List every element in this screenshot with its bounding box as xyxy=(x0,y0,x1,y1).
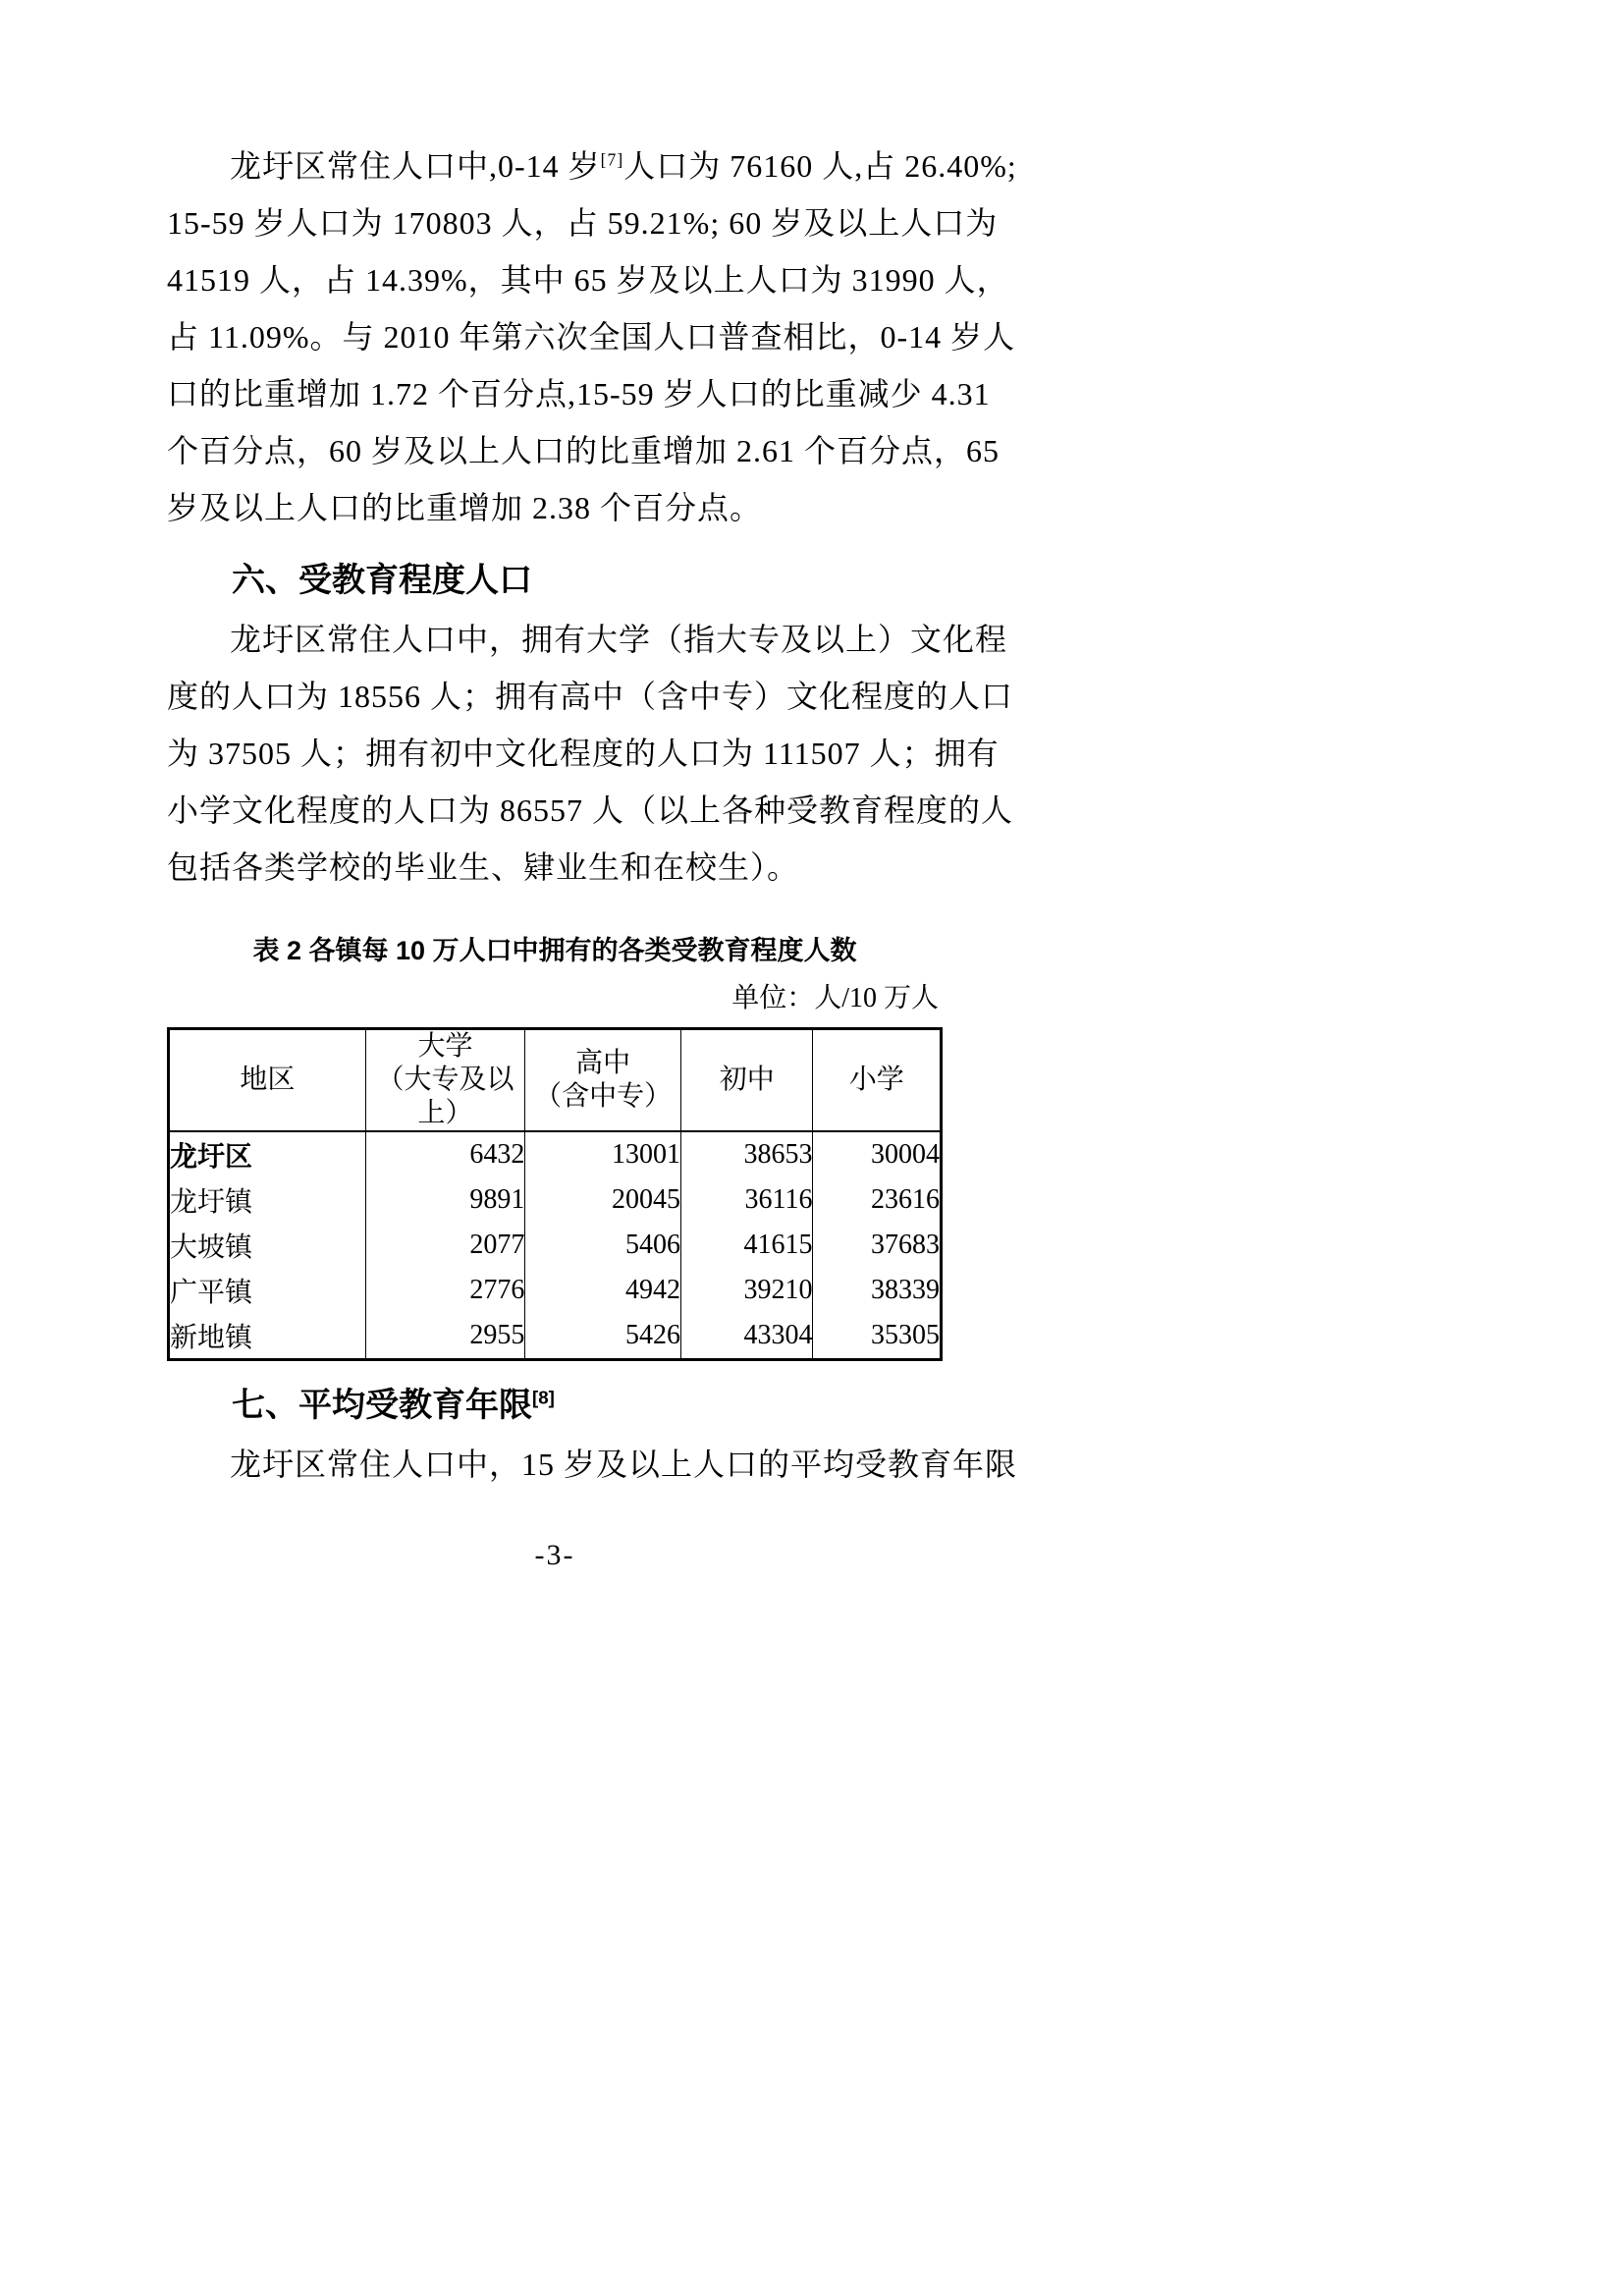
paragraph-line: 小学文化程度的人口为 86557 人（以上各种受教育程度的人 xyxy=(167,793,1014,828)
table-row xyxy=(169,1177,942,1223)
paragraph-line: 为 37505 人；拥有初中文化程度的人口为 111507 人；拥有 xyxy=(167,736,1000,771)
value-cell: 2776 xyxy=(365,1268,525,1313)
footnote-ref-8: [8] xyxy=(532,1387,555,1408)
value-cell: 23616 xyxy=(813,1177,942,1223)
education-level-table xyxy=(167,1027,943,1361)
paragraph-text: 龙圩区常住人口中,0-14 岁 xyxy=(230,148,601,184)
value-cell: 36116 xyxy=(680,1177,813,1223)
value-cell: 4942 xyxy=(525,1268,681,1313)
footnote-ref-7: [7] xyxy=(600,149,624,170)
value-cell: 39210 xyxy=(680,1268,813,1313)
column-header-university xyxy=(365,1029,525,1132)
column-header-middle-school: 初中 xyxy=(680,1029,813,1132)
column-header-text: （大专及以上） xyxy=(376,1065,514,1128)
value-cell: 5406 xyxy=(525,1223,681,1268)
paragraph-line: 龙圩区常住人口中，拥有大学（指大专及以上）文化程 xyxy=(230,622,1008,657)
table-row xyxy=(169,1268,942,1313)
column-header-text: 高中 xyxy=(575,1048,631,1078)
table-header-row xyxy=(169,1029,942,1132)
column-header-high-school xyxy=(525,1029,681,1132)
value-cell: 5426 xyxy=(525,1313,681,1360)
column-header-primary-school: 小学 xyxy=(813,1029,942,1132)
table-row xyxy=(169,1313,942,1360)
value-cell: 35305 xyxy=(813,1313,942,1360)
paragraph-line: 岁及以上人口的比重增加 2.38 个百分点。 xyxy=(167,490,763,525)
region-cell: 广平镇 xyxy=(169,1268,366,1313)
table-caption: 表 2 各镇每 10 万人口中拥有的各类受教育程度人数 xyxy=(252,936,857,965)
value-cell: 20045 xyxy=(525,1177,681,1223)
paragraph-line: 口的比重增加 1.72 个百分点,15-59 岁人口的比重减少 4.31 xyxy=(167,376,991,411)
document-content xyxy=(167,137,1018,1575)
value-cell: 37683 xyxy=(813,1223,942,1268)
paragraph-line: 占 11.09%。与 2010 年第六次全国人口普查相比，0-14 岁人 xyxy=(167,319,1016,355)
table-row xyxy=(169,1223,942,1268)
section-heading-avg-education-years xyxy=(167,1375,943,1436)
column-header-text: （含中专） xyxy=(534,1081,673,1112)
paragraph-line: 度的人口为 18556 人；拥有高中（含中专）文化程度的人口 xyxy=(167,679,1014,714)
column-header-text: 大学 xyxy=(417,1031,473,1062)
region-cell: 大坡镇 xyxy=(169,1223,366,1268)
section-heading-text: 七、平均受教育年限 xyxy=(232,1387,532,1424)
table-row xyxy=(169,1131,942,1177)
value-cell: 2077 xyxy=(365,1223,525,1268)
value-cell: 6432 xyxy=(365,1131,525,1177)
section-heading-education: 六、受教育程度人口 xyxy=(232,562,532,599)
value-cell: 30004 xyxy=(813,1131,942,1177)
value-cell: 41615 xyxy=(680,1223,813,1268)
paragraph-text: 人口为 76160 人,占 26.40%; xyxy=(623,148,1017,184)
paragraph-line: 龙圩区常住人口中，15 岁及以上人口的平均受教育年限 xyxy=(230,1447,1018,1482)
page-number: -3- xyxy=(534,1539,575,1571)
value-cell: 13001 xyxy=(525,1131,681,1177)
region-cell: 龙圩镇 xyxy=(169,1177,366,1223)
column-header-region: 地区 xyxy=(169,1029,366,1132)
value-cell: 2955 xyxy=(365,1313,525,1360)
table-unit-note: 单位：人/10 万人 xyxy=(731,983,939,1013)
value-cell: 43304 xyxy=(680,1313,813,1360)
paragraph-line: 41519 人，占 14.39%，其中 65 岁及以上人口为 31990 人， xyxy=(167,262,1009,298)
region-cell: 龙圩区 xyxy=(169,1131,366,1177)
value-cell: 38339 xyxy=(813,1268,942,1313)
paragraph-line: 包括各类学校的毕业生、肄业生和在校生）。 xyxy=(167,849,800,885)
region-cell: 新地镇 xyxy=(169,1313,366,1360)
value-cell: 38653 xyxy=(680,1131,813,1177)
paragraph-line xyxy=(167,137,1017,194)
paragraph-line: 15-59 岁人口为 170803 人，占 59.21%; 60 岁及以上人口为 xyxy=(167,205,999,241)
value-cell: 9891 xyxy=(365,1177,525,1223)
paragraph-line: 个百分点，60 岁及以上人口的比重增加 2.61 个百分点，65 xyxy=(167,433,1001,468)
